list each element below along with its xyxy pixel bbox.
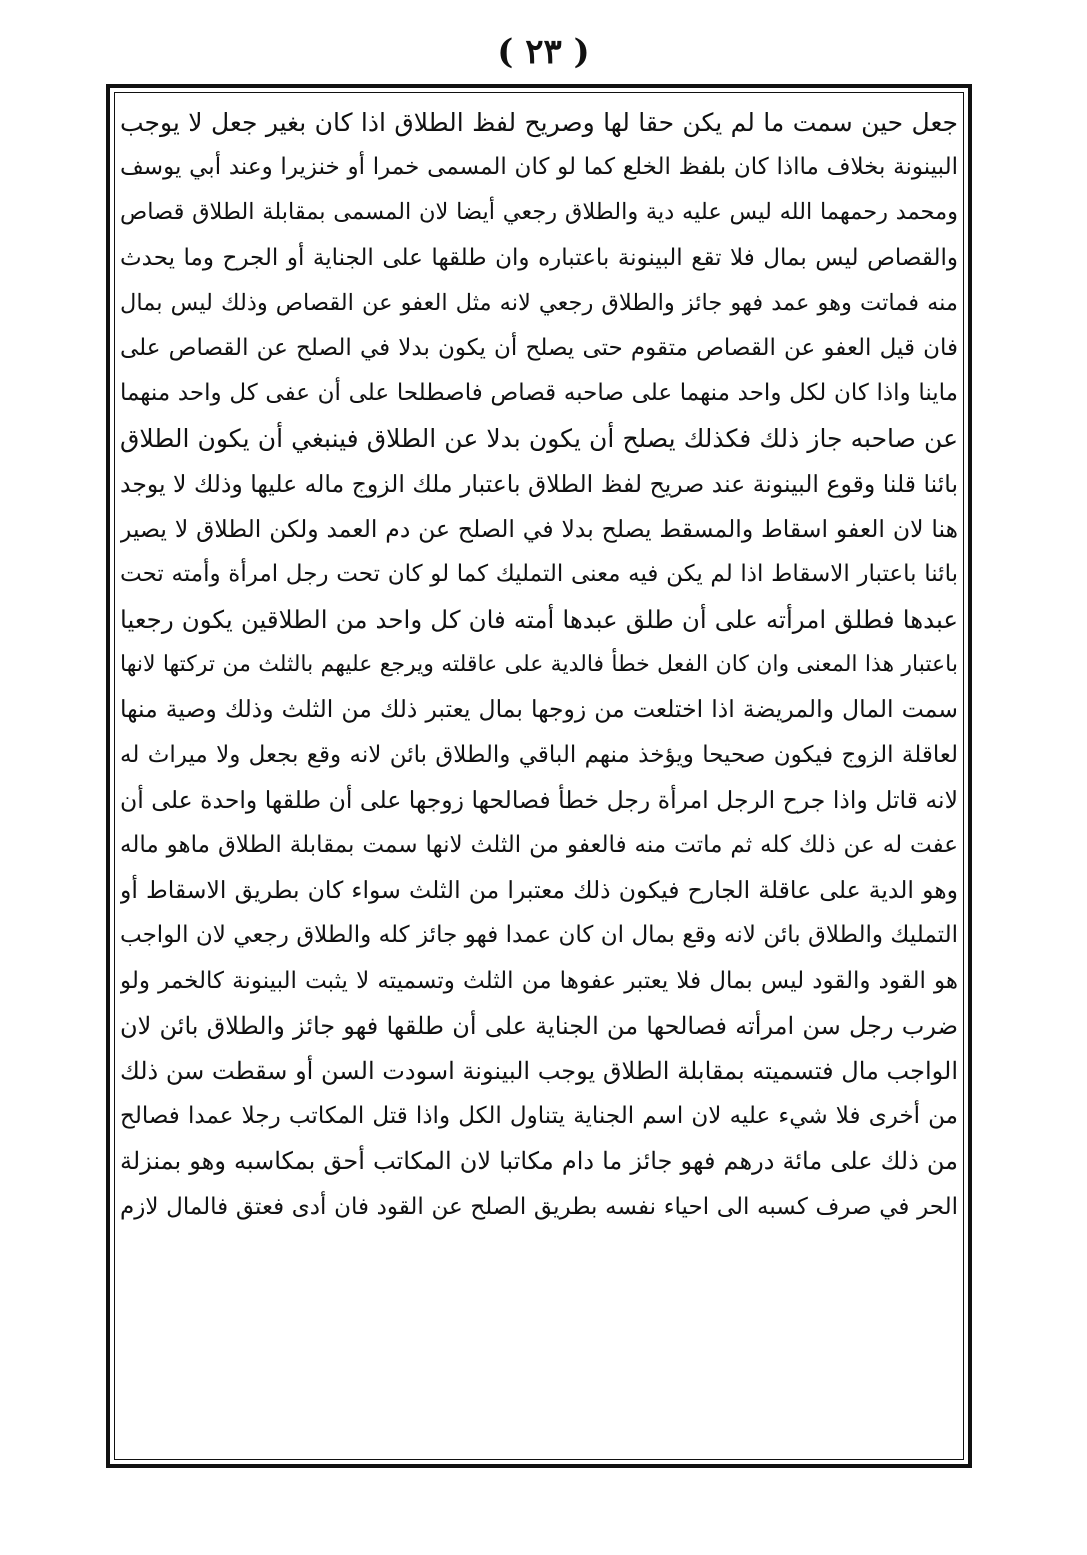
text-line: ضرب رجل سن امرأته فصالحها من الجناية على أن طلقها فهو جائز والطلاق بائن لان xyxy=(120,1011,958,1040)
text-line: جعل حين سمت ما لم يكن حقا لها وصريح لفظ الطلاق اذا كان بغير جعل لا يوجب xyxy=(120,108,958,137)
body-text xyxy=(120,100,958,1454)
text-line: بائنا باعتبار الاسقاط اذا لم يكن فيه معنى التمليك كما لو كان تحت رجل امرأة وأمته تحت xyxy=(120,560,958,587)
text-line: ماينا واذا كان لكل واحد منهما على صاحبه قصاص فاصطلحا على أن عفى كل واحد منهما xyxy=(120,380,958,407)
text-line: عن صاحبه جاز ذلك فكذلك يصلح أن يكون بدلا عن الطلاق فينبغي أن يكون الطلاق xyxy=(120,424,958,454)
text-line: التمليك والطلاق بائن لانه وقع بمال ان كان عمدا فهو جائز كله والطلاق رجعي لان الواجب xyxy=(120,922,958,949)
text-line: الواجب مال فتسميته بمقابلة الطلاق يوجب البينونة اسودت السن أو سقطت سن ذلك xyxy=(120,1056,958,1085)
text-line: لانه قاتل واذا جرح الرجل امرأة رجل خطأ فصالحها زوجها على أن طلقها واحدة على أن xyxy=(120,785,958,814)
text-line: سمت المال والمريضة اذا اختلعت من زوجها بمال يعتبر ذلك من الثلث وذلك وصية منها xyxy=(120,695,958,724)
text-line: هنا لان العفو اسقاط والمسقط يصلح بدلا في الصلح عن دم العمد ولكن الطلاق لا يصير xyxy=(120,514,958,543)
text-line: الحر في صرف كسبه الى احياء نفسه بطريق الصلح عن القود فان أدى فعتق فالمال لازم xyxy=(120,1193,958,1220)
page-number: ( ٢٣ ) xyxy=(497,32,590,72)
text-line: عفت له عن ذلك كله ثم ماتت منه فالعفو من الثلث لانها سمت بمقابلة الطلاق ماهو ماله xyxy=(120,832,958,858)
text-line: ومحمد رحمهما الله ليس عليه دية والطلاق رجعي أيضا لان المسمى بمقابلة الطلاق قصاص xyxy=(120,199,958,226)
text-line: والقصاص ليس بمال فلا تقع البينونة باعتباره وان طلقها على الجناية أو الجرح وما يحدث xyxy=(120,244,958,271)
text-line: باعتبار هذا المعنى وان كان الفعل خطأ فالدية على عاقلته ويرجع عليهم بالثلث من تركتها لانها xyxy=(120,652,958,678)
text-line: منه فماتت وهو عمد فهو جائز والطلاق رجعي لانه مثل العفو عن القصاص وذلك ليس بمال xyxy=(120,289,958,316)
text-line: البينونة بخلاف مااذا كان بلفظ الخلع كما لو كان المسمى خمرا أو خنزيرا وعند أبي يوسف xyxy=(120,154,958,181)
text-line: من أخرى فلا شيء عليه لان اسم الجناية يتناول الكل واذا قتل المكاتب رجلا عمدا فصالح xyxy=(120,1103,958,1130)
text-line: فان قيل العفو عن القصاص متقوم حتى يصلح أن يكون بدلا في الصلح عن القصاص على xyxy=(120,334,958,361)
text-line: عبدها فطلق امرأته على أن طلق عبدها أمته فان كل واحد من الطلاقين يكون رجعيا xyxy=(120,605,958,635)
text-line: بائنا قلنا وقوع البينونة عند صريح لفظ الطلاق باعتبار ملك الزوج ماله عليها وذلك لا يوجد xyxy=(120,469,958,498)
text-line: هو القود والقود ليس بمال فلا يعتبر عفوها من الثلث وتسميته لا يثبت البينونة كالخمر ولو xyxy=(120,967,958,994)
text-line: من ذلك على مائة درهم فهو جائز ما دام مكاتبا لان المكاتب أحق بمكاسبه وهو بمنزلة xyxy=(120,1147,958,1176)
text-line: لعاقلة الزوج فيكون صحيحا ويؤخذ منهم الباقي والطلاق بائن لانه وقع بجعل ولا ميراث له xyxy=(120,741,958,768)
text-line: وهو الدية على عاقلة الجارح فيكون ذلك معتبرا من الثلث سواء كان بطريق الاسقاط أو xyxy=(120,876,958,905)
